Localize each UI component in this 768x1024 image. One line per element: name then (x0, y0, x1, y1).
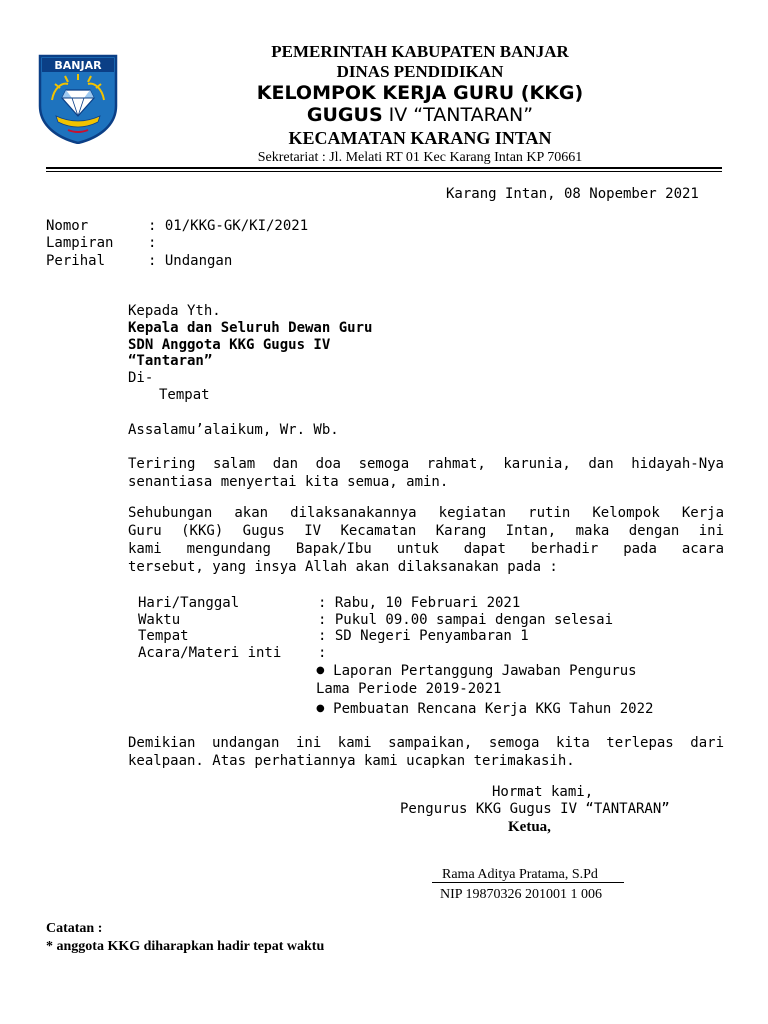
nomor-label: Nomor (46, 218, 89, 234)
agenda-item-continuation: Lama Periode 2019-2021 (316, 681, 502, 697)
signature-hormat: Hormat kami, (492, 784, 594, 800)
paragraph-invitation-line: kami mengundang Bapak/Ibu untuk dapat berhadir pada acara (128, 541, 724, 557)
signature-underline (432, 882, 624, 883)
header-rule-thick (46, 167, 722, 169)
header-department: DINAS PENDIDIKAN (336, 62, 504, 81)
header-cluster (160, 104, 680, 126)
agenda-item-text: Laporan Pertanggung Jawaban Pengurus (333, 663, 637, 679)
lampiran-value: : (148, 235, 157, 251)
perihal-value: : Undangan (148, 253, 233, 269)
waktu-value: : Pukul 09.00 sampai dengan selesai (318, 612, 614, 628)
recipient-di: Di- (128, 370, 154, 386)
header-cluster-label: GUGUS (306, 104, 383, 126)
header-government: PEMERINTAH KABUPATEN BANJAR (271, 42, 569, 61)
hari-label: Hari/Tanggal (138, 595, 240, 611)
hari-value: : Rabu, 10 Februari 2021 (318, 595, 521, 611)
nomor-value: : 01/KKG-GK/KI/2021 (148, 218, 309, 234)
header-district: KECAMATAN KARANG INTAN (288, 128, 552, 148)
recipient-line3: “Tantaran” (128, 353, 213, 369)
agenda-item-text: Pembuatan Rencana Kerja KKG Tahun 2022 (333, 701, 654, 717)
salutation: Assalamu’alaikum, Wr. Wb. (128, 422, 339, 438)
signature-role: Ketua, (508, 819, 551, 835)
header-cluster-name: IV “TANTARAN” (382, 104, 534, 126)
note-title: Catatan : (46, 921, 103, 936)
paragraph-closing-line: kealpaan. Atas perhatiannya kami ucapkan terimakasih. (128, 753, 575, 769)
note-text: * anggota KKG diharapkan hadir tepat waktu (46, 939, 325, 954)
header-rule-thin (46, 171, 722, 172)
paragraph-closing (128, 734, 724, 770)
signature-org: Pengurus KKG Gugus IV “TANTARAN” (400, 801, 670, 817)
paragraph-intro-line: Teriring salam dan doa semoga rahmat, karunia, dan hidayah-Nya (128, 456, 724, 472)
bullet-icon: ● (316, 703, 325, 714)
paragraph-invitation-line: tersebut, yang insya Allah akan dilaksanakan pada : (128, 559, 558, 575)
perihal-label: Perihal (46, 253, 106, 269)
recipient-line2: SDN Anggota KKG Gugus IV (128, 337, 331, 353)
paragraph-intro (128, 455, 724, 491)
recipient-line1: Kepala dan Seluruh Dewan Guru (128, 320, 373, 336)
acara-value: : (318, 645, 327, 661)
header-secretariat: Sekretariat : Jl. Melati RT 01 Kec Karang Intan KP 70661 (257, 150, 583, 165)
paragraph-invitation (128, 504, 724, 576)
header-organization: KELOMPOK KERJA GURU (KKG) (256, 82, 584, 104)
signature-nip: NIP 19870326 201001 1 006 (440, 887, 603, 902)
acara-label: Acara/Materi inti (138, 645, 282, 661)
agenda-item (316, 701, 653, 719)
banjar-logo (38, 54, 118, 144)
recipient-tempat: Tempat (159, 387, 210, 403)
recipient-greeting: Kepada Yth. (128, 303, 221, 319)
bullet-icon: ● (316, 665, 325, 676)
paragraph-invitation-line: Guru (KKG) Gugus IV Kecamatan Karang Intan, maka dengan ini (128, 523, 724, 539)
logo-text: BANJAR (54, 59, 102, 72)
paragraph-intro-line: senantiasa menyertai kita semua, amin. (128, 474, 449, 490)
paragraph-invitation-line: Sehubungan akan dilaksanakannya kegiatan rutin Kelompok Kerja (128, 505, 724, 521)
lampiran-label: Lampiran (46, 235, 114, 251)
paragraph-closing-line: Demikian undangan ini kami sampaikan, semoga kita terlepas dari (128, 735, 724, 751)
waktu-label: Waktu (138, 612, 181, 628)
tempat-label: Tempat (138, 628, 189, 644)
tempat-value: : SD Negeri Penyambaran 1 (318, 628, 529, 644)
agenda-item (316, 663, 637, 681)
signature-name: Rama Aditya Pratama, S.Pd (442, 867, 598, 882)
letter-date: Karang Intan, 08 Nopember 2021 (446, 186, 699, 202)
